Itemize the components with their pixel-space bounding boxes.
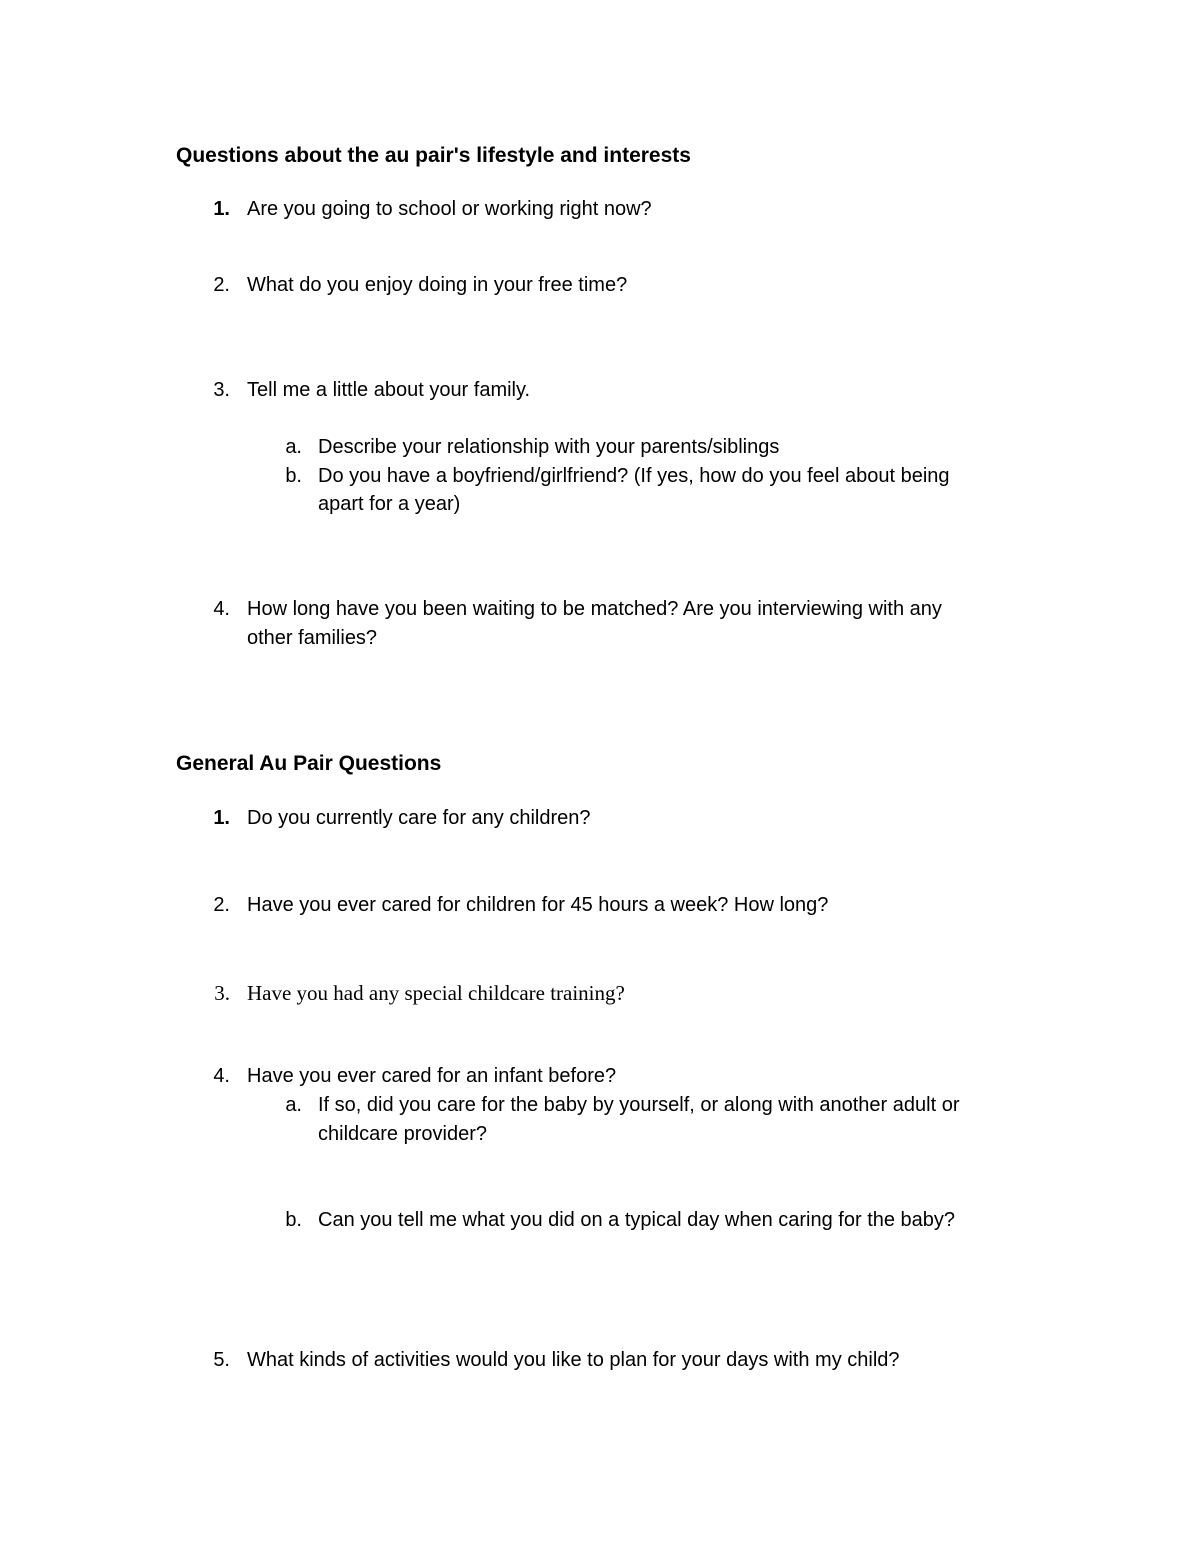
section-heading-lifestyle: Questions about the au pair's lifestyle and interests (176, 144, 691, 167)
list-letter: b. (285, 465, 302, 487)
question-text: What do you enjoy doing in your free time? (247, 274, 628, 296)
list-number: 5. (213, 1349, 230, 1371)
subquestion-text-continued: apart for a year) (318, 493, 461, 515)
question-text: What kinds of activities would you like to plan for your days with my child? (247, 1349, 900, 1371)
subquestion-text: If so, did you care for the baby by yourself, or along with another adult or (318, 1094, 960, 1116)
list-number: 3. (213, 379, 230, 401)
question-text-continued: other families? (247, 627, 378, 649)
list-number: 1. (213, 198, 230, 220)
list-number: 2. (213, 894, 230, 916)
list-letter: b. (285, 1209, 302, 1231)
subquestion-text: Do you have a boyfriend/girlfriend? (If yes, how do you feel about being (318, 465, 950, 487)
subquestion-text-continued: childcare provider? (318, 1123, 487, 1145)
list-number: 3. (214, 981, 230, 1005)
question-text: Have you had any special childcare training? (247, 981, 625, 1005)
section-heading-general: General Au Pair Questions (176, 752, 442, 775)
list-number: 4. (213, 598, 230, 620)
list-number: 1. (213, 807, 230, 829)
question-text: How long have you been waiting to be matched? Are you interviewing with any (247, 598, 942, 620)
list-number: 2. (213, 274, 230, 296)
question-text: Are you going to school or working right now? (247, 198, 652, 220)
subquestion-text: Can you tell me what you did on a typical day when caring for the baby? (318, 1209, 956, 1231)
list-letter: a. (285, 1094, 302, 1116)
question-text: Tell me a little about your family. (247, 379, 531, 401)
question-text: Do you currently care for any children? (247, 807, 591, 829)
subquestion-text: Describe your relationship with your parents/siblings (318, 436, 780, 458)
question-text: Have you ever cared for an infant before? (247, 1065, 617, 1087)
list-letter: a. (285, 436, 302, 458)
question-text: Have you ever cared for children for 45 hours a week? How long? (247, 894, 829, 916)
list-number: 4. (213, 1065, 230, 1087)
